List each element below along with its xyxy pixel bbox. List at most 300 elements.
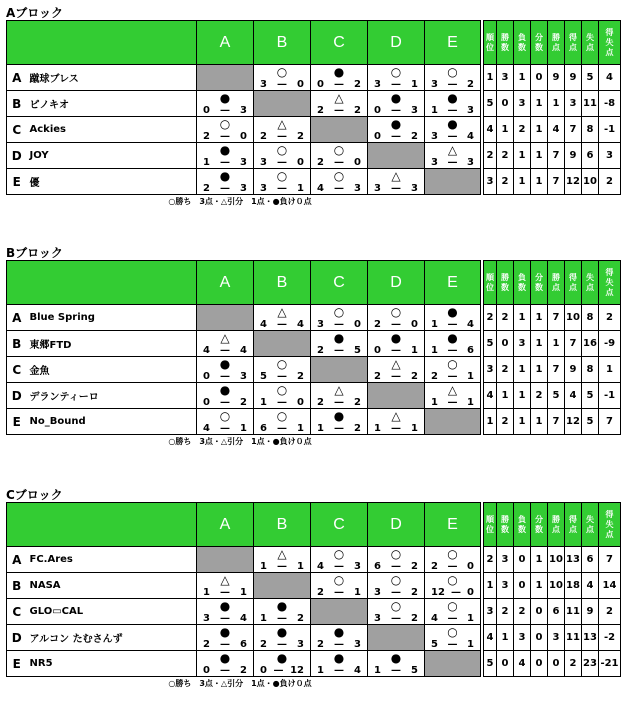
stats-header [497,21,514,65]
score-left: 3 [374,183,381,194]
score-left: 4 [260,319,267,330]
stat-value: 2 [514,599,531,625]
stat-value: 7 [548,169,565,195]
score-left: 0 [260,665,267,676]
stat-value: 1 [514,65,531,91]
team-row [7,573,481,599]
score [254,561,310,572]
result-cell [197,117,254,143]
result-mark: ● [333,651,345,665]
score-dash: — [220,423,230,434]
score [197,157,253,168]
team-key: D [7,383,27,409]
stat-value: 2 [531,383,548,409]
team-name: NASA [27,573,197,599]
score-dash: — [447,157,458,168]
score-dash: — [391,561,401,572]
stat-value: 7 [599,547,621,573]
score-dash: — [447,613,458,624]
score-left: 3 [260,79,267,90]
score-left: 0 [203,665,210,676]
stats-header [565,261,582,305]
score-left: 2 [431,561,438,572]
score [197,587,253,598]
stats-header [582,21,599,65]
stats-header-text: 得 点 [569,32,577,52]
result-mark: ● [219,599,231,613]
score [368,79,424,90]
result-mark: ○ [447,65,458,79]
score-right: 4 [354,665,361,676]
score-dash: — [277,371,287,382]
column-header: D [368,261,425,305]
team-name: GLO▭CAL [27,599,197,625]
score [254,397,310,408]
score [425,105,480,116]
score-dash: — [277,613,287,624]
score-dash: — [391,183,401,194]
result-cell [197,143,254,169]
stats-header [484,261,497,305]
column-header: C [311,503,368,547]
column-header: E [425,503,481,547]
team-name: NR5 [27,651,197,677]
stat-value: 2 [599,599,621,625]
score-dash: — [391,613,401,624]
score-right: 1 [411,79,418,90]
score-right: 2 [240,397,247,408]
stats-table [483,260,621,435]
stat-value: 9 [565,143,582,169]
stat-value: 0 [531,599,548,625]
score-right: 6 [467,345,474,356]
stats-header-text: 分 数 [535,32,543,52]
result-mark: ○ [333,305,345,319]
score-left: 1 [374,423,381,434]
stat-value: 9 [582,599,599,625]
result-cell [254,651,311,677]
score-left: 0 [203,105,210,116]
stats-header [514,261,531,305]
score-right: 0 [240,131,247,142]
stats-row [484,305,621,331]
result-mark: △ [391,169,401,183]
stats-header-text: 得 失 点 [605,267,614,297]
score-dash: — [273,665,284,676]
result-cell [368,573,425,599]
self-match-cell [197,305,254,331]
score-dash: — [334,561,344,572]
result-cell [368,331,425,357]
score-left: 0 [374,105,381,116]
score-right: 1 [297,561,304,572]
result-cell [254,547,311,573]
stat-value: 1 [514,143,531,169]
column-header: D [368,21,425,65]
stat-value: 0 [497,91,514,117]
team-name: FC.Ares [27,547,197,573]
stat-value: 0 [497,651,514,677]
score-dash: — [220,397,230,408]
score-left: 1 [431,105,438,116]
stat-value: 3 [484,599,497,625]
score-left: 1 [431,319,438,330]
score-right: 4 [297,319,304,330]
score [311,157,367,168]
score-left: 2 [374,371,381,382]
match-grid [6,20,481,195]
stats-header-text: 負 数 [518,32,526,52]
result-cell [425,91,481,117]
score-right: 0 [297,157,304,168]
stats-header-row [484,503,621,547]
score-dash: — [220,665,230,676]
stats-header [484,21,497,65]
stats-header-row [484,261,621,305]
score-left: 1 [260,561,267,572]
stat-value: 1 [497,625,514,651]
score-left: 12 [431,587,445,598]
score-right: 2 [411,131,418,142]
score-dash: — [334,105,344,116]
column-header: A [197,261,254,305]
score [311,183,367,194]
stats-header [497,503,514,547]
result-mark: ● [219,169,231,183]
stat-value: 5 [582,409,599,435]
result-cell [311,305,368,331]
result-cell [197,651,254,677]
score-right: 2 [467,79,474,90]
stat-value: 2 [497,599,514,625]
score [368,423,424,434]
result-cell [368,547,425,573]
team-name: 優 [27,169,197,195]
score-dash: — [447,105,458,116]
self-match-cell [197,65,254,91]
score-dash: — [391,665,401,676]
column-header: A [197,21,254,65]
score-right: 3 [240,371,247,382]
self-match-cell [368,383,425,409]
stat-value: 2 [497,357,514,383]
result-cell [197,357,254,383]
result-cell [197,409,254,435]
result-mark: ● [390,91,402,105]
stat-value: 6 [548,599,565,625]
stat-value: 2 [599,305,621,331]
score [425,131,480,142]
stats-header-text: 勝 数 [501,514,509,534]
score-dash: — [391,345,401,356]
score-right: 0 [297,397,304,408]
result-cell [254,65,311,91]
stats-row [484,599,621,625]
stat-value: 11 [565,599,582,625]
stat-value: 1 [531,409,548,435]
result-mark: ● [390,117,402,131]
result-mark: ○ [276,357,288,371]
stat-value: 0 [497,331,514,357]
score-right: 4 [240,613,247,624]
stats-header-text: 勝 数 [501,272,509,292]
result-cell [425,547,481,573]
score [425,157,480,168]
score-left: 3 [374,613,381,624]
score-right: 2 [354,423,361,434]
score-dash: — [447,79,458,90]
stat-value: 1 [497,117,514,143]
score-dash: — [277,183,287,194]
score [197,183,253,194]
column-header: D [368,503,425,547]
stat-value: 1 [531,331,548,357]
stat-value: 11 [565,625,582,651]
result-cell [197,599,254,625]
score-left: 5 [431,639,438,650]
score-dash: — [220,371,230,382]
result-mark: ○ [447,573,458,587]
result-cell [254,305,311,331]
team-key: D [7,143,27,169]
team-name: Ackies [27,117,197,143]
score-left: 0 [203,397,210,408]
score-left: 0 [374,131,381,142]
team-name: Blue Spring [27,305,197,331]
team-row [7,357,481,383]
stat-value: 3 [548,625,565,651]
stats-header-text: 順 位 [486,272,494,292]
result-cell [425,625,481,651]
score-left: 4 [203,423,210,434]
score-left: 0 [374,345,381,356]
score-right: 2 [240,665,247,676]
score-dash: — [450,587,461,598]
score-left: 3 [203,613,210,624]
score-dash: — [391,105,401,116]
team-row [7,91,481,117]
score-right: 1 [297,183,304,194]
result-mark: ○ [333,143,345,157]
score-dash: — [277,397,287,408]
stat-value: 1 [548,331,565,357]
result-cell [425,65,481,91]
stats-header-text: 負 数 [518,514,526,534]
score [311,423,367,434]
result-cell [254,143,311,169]
score [425,319,480,330]
result-cell [368,599,425,625]
score [425,79,480,90]
stat-value: 5 [484,91,497,117]
score-right: 5 [354,345,361,356]
stat-value: 1 [599,357,621,383]
stat-value: 4 [565,383,582,409]
team-name: ピノキオ [27,91,197,117]
stat-value: 0 [514,547,531,573]
score-left: 3 [317,319,324,330]
score-dash: — [334,183,344,194]
result-mark: △ [391,357,401,371]
stat-value: 8 [582,117,599,143]
stat-value: 13 [565,547,582,573]
score-right: 3 [240,157,247,168]
score-dash: — [447,397,458,408]
score [254,639,310,650]
result-mark: ● [390,651,402,665]
result-mark: ○ [447,547,458,561]
stat-value: 3 [599,143,621,169]
stat-value: 1 [531,91,548,117]
stats-header [548,503,565,547]
stat-value: 5 [582,383,599,409]
self-match-cell [197,547,254,573]
score-left: 5 [260,371,267,382]
column-header: C [311,261,368,305]
legend: ○勝ち 3点・△引分 1点・●負け０点 [168,437,312,446]
stat-value: 1 [514,305,531,331]
stat-value: 7 [548,143,565,169]
result-cell [368,91,425,117]
score-dash: — [391,423,401,434]
result-mark: ○ [447,599,458,613]
score-right: 1 [411,345,418,356]
stat-value: 9 [565,65,582,91]
team-row [7,117,481,143]
stat-value: 1 [484,573,497,599]
stat-value: 14 [599,573,621,599]
score-right: 4 [467,319,474,330]
match-grid [6,502,481,677]
self-match-cell [254,331,311,357]
score-left: 3 [431,79,438,90]
stat-value: 6 [582,547,599,573]
team-row [7,65,481,91]
stats-header [548,261,565,305]
score [197,423,253,434]
self-match-cell [311,599,368,625]
score [311,319,367,330]
header-corner [7,503,197,547]
score-right: 2 [354,397,361,408]
score-dash: — [277,423,287,434]
result-cell [311,547,368,573]
stat-value: 1 [548,91,565,117]
score [425,345,480,356]
score-left: 4 [203,345,210,356]
result-mark: ● [333,65,345,79]
score [197,397,253,408]
score-dash: — [391,587,401,598]
result-mark: ● [219,143,231,157]
team-key: D [7,625,27,651]
score-left: 1 [203,157,210,168]
result-mark: △ [391,409,401,423]
result-mark: ● [447,305,458,319]
stat-value: 3 [497,573,514,599]
stat-value: 2 [514,117,531,143]
result-cell [197,383,254,409]
stats-header [484,503,497,547]
result-cell [254,383,311,409]
score [254,319,310,330]
stats-header-text: 負 数 [518,272,526,292]
stat-value: 2 [497,305,514,331]
stats-header [531,261,548,305]
score-left: 2 [203,639,210,650]
stat-value: 11 [582,91,599,117]
stat-value: 5 [484,331,497,357]
header-row [7,503,481,547]
result-cell [197,625,254,651]
stats-row [484,573,621,599]
result-cell [425,117,481,143]
stat-value: 0 [531,625,548,651]
stat-value: 4 [484,117,497,143]
team-row [7,625,481,651]
result-mark: ○ [276,143,288,157]
team-row [7,409,481,435]
score-right: 2 [411,613,418,624]
result-cell [254,625,311,651]
score-right: 3 [354,639,361,650]
score-right: 0 [297,79,304,90]
stats-header [582,261,599,305]
header-corner [7,21,197,65]
team-key: E [7,651,27,677]
score-dash: — [220,587,230,598]
score [254,423,310,434]
stat-value: 4 [599,65,621,91]
stat-value: -8 [599,91,621,117]
score-right: 2 [411,371,418,382]
stats-header [599,21,621,65]
result-mark: ○ [390,599,402,613]
score [197,613,253,624]
score-right: 5 [411,665,418,676]
score [197,131,253,142]
result-mark: △ [277,117,287,131]
score-right: 1 [240,587,247,598]
result-cell [254,117,311,143]
score-right: 3 [297,639,304,650]
result-cell [368,409,425,435]
team-key: E [7,409,27,435]
stats-header [548,21,565,65]
score-right: 1 [240,423,247,434]
stat-value: 1 [531,357,548,383]
score-dash: — [391,371,401,382]
score [254,613,310,624]
result-cell [197,91,254,117]
stats-header-text: 分 数 [535,514,543,534]
score-right: 2 [411,587,418,598]
score-left: 2 [203,131,210,142]
score-left: 2 [260,131,267,142]
score-right: 12 [290,665,304,676]
stats-header-text: 順 位 [486,32,494,52]
stats-row [484,383,621,409]
stat-value: 12 [565,409,582,435]
legend: ○勝ち 3点・△引分 1点・●負け０点 [168,679,312,688]
result-mark: ● [333,331,345,345]
result-cell [311,65,368,91]
result-cell [311,651,368,677]
score-left: 2 [374,319,381,330]
result-mark: △ [277,547,287,561]
result-mark: ○ [219,117,231,131]
team-name: 蹴球ブレス [27,65,197,91]
